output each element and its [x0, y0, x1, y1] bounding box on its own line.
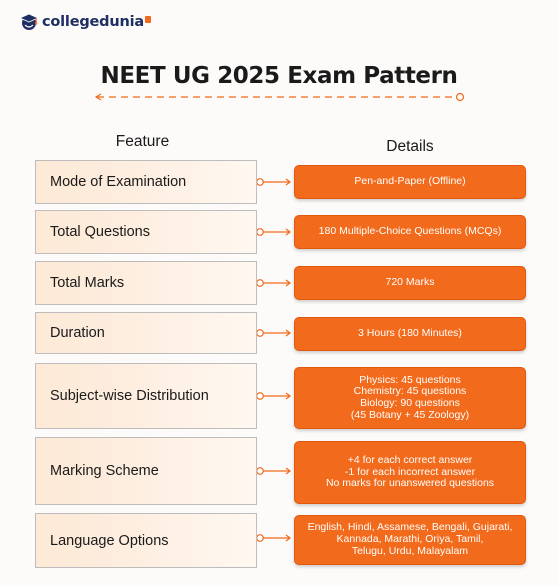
- detail-line: Pen-and-Paper (Offline): [354, 175, 466, 188]
- details-mode-of-examination: [294, 165, 526, 199]
- detail-lines: [308, 522, 513, 557]
- connector-row-5: [257, 468, 290, 475]
- connector-row-1: [257, 229, 290, 236]
- detail-line: No marks for unanswered questions: [325, 477, 495, 490]
- feature-language-options: Language Options: [35, 513, 257, 568]
- details-subject-wise-distribution: [294, 367, 526, 429]
- details-column-header: Details: [386, 138, 434, 155]
- feature-column-header: Feature: [115, 133, 170, 150]
- brand-name: collegedunia: [42, 14, 144, 30]
- details-duration: [294, 317, 526, 351]
- connector-row-2: [257, 280, 290, 287]
- detail-line: Telugu, Urdu, Malayalam: [351, 544, 469, 557]
- feature-subject-wise-distribution: Subject-wise Distribution: [35, 363, 257, 429]
- detail-line: 180 Multiple-Choice Questions (MCQs): [318, 225, 502, 238]
- feature-duration: Duration: [35, 312, 257, 354]
- detail-line: +4 for each correct answer: [347, 453, 473, 466]
- detail-line: English, Hindi, Assamese, Bengali, Gujarati,: [307, 521, 513, 534]
- connector-row-4: [257, 393, 290, 400]
- details-total-questions: [294, 215, 526, 249]
- detail-line: 3 Hours (180 Minutes): [358, 327, 462, 340]
- feature-mode-of-examination: Mode of Examination: [35, 160, 257, 204]
- feature-total-marks: Total Marks: [35, 261, 257, 305]
- detail-line: Physics: 45 questions: [359, 373, 461, 386]
- connector-row-0: [257, 179, 290, 186]
- detail-lines: [351, 375, 469, 422]
- connector-row-6: [257, 535, 290, 542]
- detail-line: Chemistry: 45 questions: [353, 385, 467, 398]
- detail-line: Biology: 90 questions: [360, 397, 460, 409]
- details-total-marks: [294, 266, 526, 300]
- feature-marking-scheme: Marking Scheme: [35, 437, 257, 505]
- connector-row-3: [257, 330, 290, 337]
- details-language-options: [294, 515, 526, 565]
- details-marking-scheme: [294, 441, 526, 504]
- page-title: NEET UG 2025 Exam Pattern: [100, 63, 458, 89]
- detail-lines: [326, 455, 494, 490]
- detail-line: (45 Botany + 45 Zoology): [350, 408, 470, 421]
- detail-line: Kannada, Marathi, Oriya, Tamil,: [336, 533, 484, 546]
- detail-line: -1 for each incorrect answer: [344, 465, 476, 478]
- detail-line: 720 Marks: [385, 276, 435, 289]
- feature-total-questions: Total Questions: [35, 210, 257, 254]
